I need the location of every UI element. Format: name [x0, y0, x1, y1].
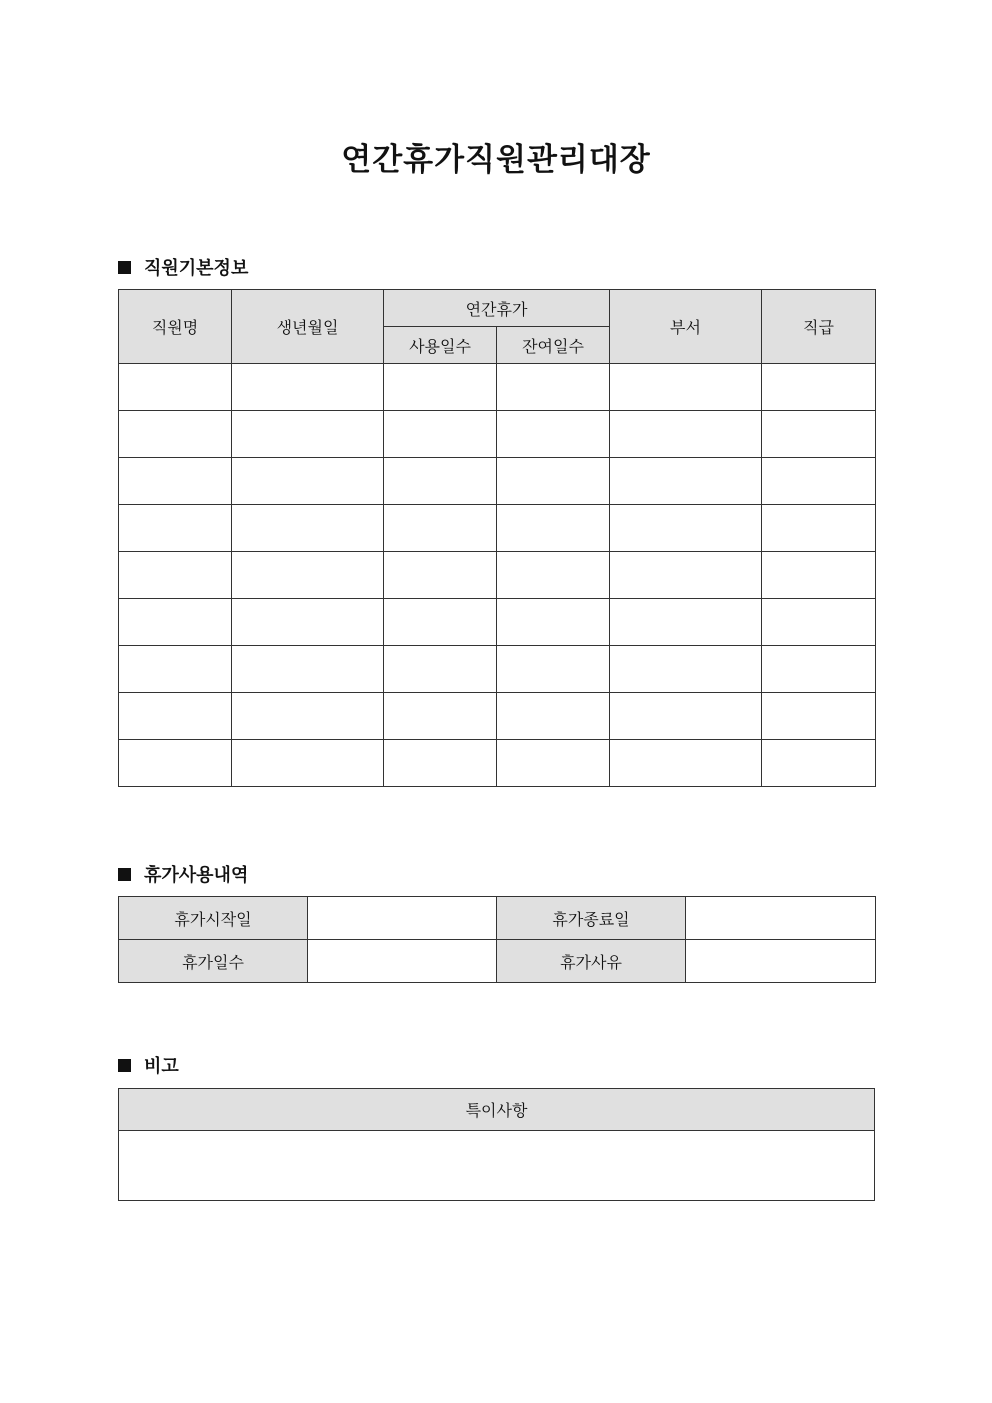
cell-department[interactable] [610, 364, 762, 411]
header-annual-leave: 연간휴가 [384, 290, 610, 327]
cell-birthdate[interactable] [232, 458, 384, 505]
header-department: 부서 [610, 290, 762, 364]
header-employee-name: 직원명 [119, 290, 232, 364]
field-special-notes[interactable] [119, 1131, 875, 1201]
section-heading-label: 휴가사용내역 [144, 865, 249, 886]
cell-department[interactable] [610, 411, 762, 458]
cell-used-days[interactable] [384, 740, 497, 787]
cell-birthdate[interactable] [232, 364, 384, 411]
cell-used-days[interactable] [384, 364, 497, 411]
table-row [119, 364, 876, 411]
cell-department[interactable] [610, 740, 762, 787]
table-row [119, 646, 876, 693]
cell-used-days[interactable] [384, 505, 497, 552]
field-leave-reason[interactable] [686, 940, 876, 983]
label-special-notes: 특이사항 [119, 1089, 875, 1131]
cell-birthdate[interactable] [232, 411, 384, 458]
cell-department[interactable] [610, 646, 762, 693]
cell-remaining-days[interactable] [497, 740, 610, 787]
cell-remaining-days[interactable] [497, 693, 610, 740]
cell-employee-name[interactable] [119, 411, 232, 458]
section-heading-leave-history [118, 861, 248, 887]
cell-employee-name[interactable] [119, 599, 232, 646]
remarks-table [118, 1088, 875, 1201]
cell-position[interactable] [762, 599, 876, 646]
cell-position[interactable] [762, 505, 876, 552]
cell-position[interactable] [762, 364, 876, 411]
section-heading-remarks [118, 1052, 179, 1078]
section-heading-basic-info [118, 254, 248, 280]
table-row [119, 599, 876, 646]
cell-birthdate[interactable] [232, 505, 384, 552]
table-row [119, 458, 876, 505]
cell-position[interactable] [762, 552, 876, 599]
cell-remaining-days[interactable] [497, 646, 610, 693]
cell-remaining-days[interactable] [497, 411, 610, 458]
section-heading-label: 비고 [144, 1056, 179, 1077]
cell-used-days[interactable] [384, 458, 497, 505]
cell-used-days[interactable] [384, 646, 497, 693]
cell-used-days[interactable] [384, 599, 497, 646]
header-used-days: 사용일수 [384, 327, 497, 364]
table-row [119, 411, 876, 458]
cell-employee-name[interactable] [119, 740, 232, 787]
table-row [119, 505, 876, 552]
cell-employee-name[interactable] [119, 693, 232, 740]
leave-history-table [118, 896, 876, 983]
section-heading-label: 직원기본정보 [144, 258, 249, 279]
cell-birthdate[interactable] [232, 693, 384, 740]
cell-department[interactable] [610, 505, 762, 552]
table-row [119, 552, 876, 599]
label-leave-reason: 휴가사유 [497, 940, 686, 983]
page-title: 연간휴가직원관리대장 [341, 142, 651, 178]
cell-remaining-days[interactable] [497, 364, 610, 411]
cell-employee-name[interactable] [119, 552, 232, 599]
cell-birthdate[interactable] [232, 552, 384, 599]
cell-employee-name[interactable] [119, 646, 232, 693]
table-row [119, 693, 876, 740]
cell-remaining-days[interactable] [497, 458, 610, 505]
cell-position[interactable] [762, 740, 876, 787]
cell-used-days[interactable] [384, 411, 497, 458]
cell-remaining-days[interactable] [497, 505, 610, 552]
header-birthdate: 생년월일 [232, 290, 384, 364]
cell-position[interactable] [762, 646, 876, 693]
label-leave-start-date: 휴가시작일 [119, 897, 308, 940]
square-bullet-icon [118, 868, 131, 881]
cell-remaining-days[interactable] [497, 599, 610, 646]
label-leave-days: 휴가일수 [119, 940, 308, 983]
square-bullet-icon [118, 1059, 131, 1072]
cell-used-days[interactable] [384, 693, 497, 740]
cell-birthdate[interactable] [232, 646, 384, 693]
field-leave-end-date[interactable] [686, 897, 876, 940]
employee-info-table [118, 289, 876, 787]
cell-employee-name[interactable] [119, 505, 232, 552]
cell-employee-name[interactable] [119, 364, 232, 411]
field-leave-start-date[interactable] [308, 897, 497, 940]
label-leave-end-date: 휴가종료일 [497, 897, 686, 940]
header-remaining-days: 잔여일수 [497, 327, 610, 364]
cell-position[interactable] [762, 693, 876, 740]
cell-remaining-days[interactable] [497, 552, 610, 599]
cell-position[interactable] [762, 458, 876, 505]
header-position: 직급 [762, 290, 876, 364]
cell-department[interactable] [610, 552, 762, 599]
square-bullet-icon [118, 261, 131, 274]
cell-department[interactable] [610, 458, 762, 505]
cell-employee-name[interactable] [119, 458, 232, 505]
cell-position[interactable] [762, 411, 876, 458]
cell-birthdate[interactable] [232, 740, 384, 787]
cell-birthdate[interactable] [232, 599, 384, 646]
table-row [119, 740, 876, 787]
field-leave-days[interactable] [308, 940, 497, 983]
cell-department[interactable] [610, 693, 762, 740]
cell-used-days[interactable] [384, 552, 497, 599]
cell-department[interactable] [610, 599, 762, 646]
